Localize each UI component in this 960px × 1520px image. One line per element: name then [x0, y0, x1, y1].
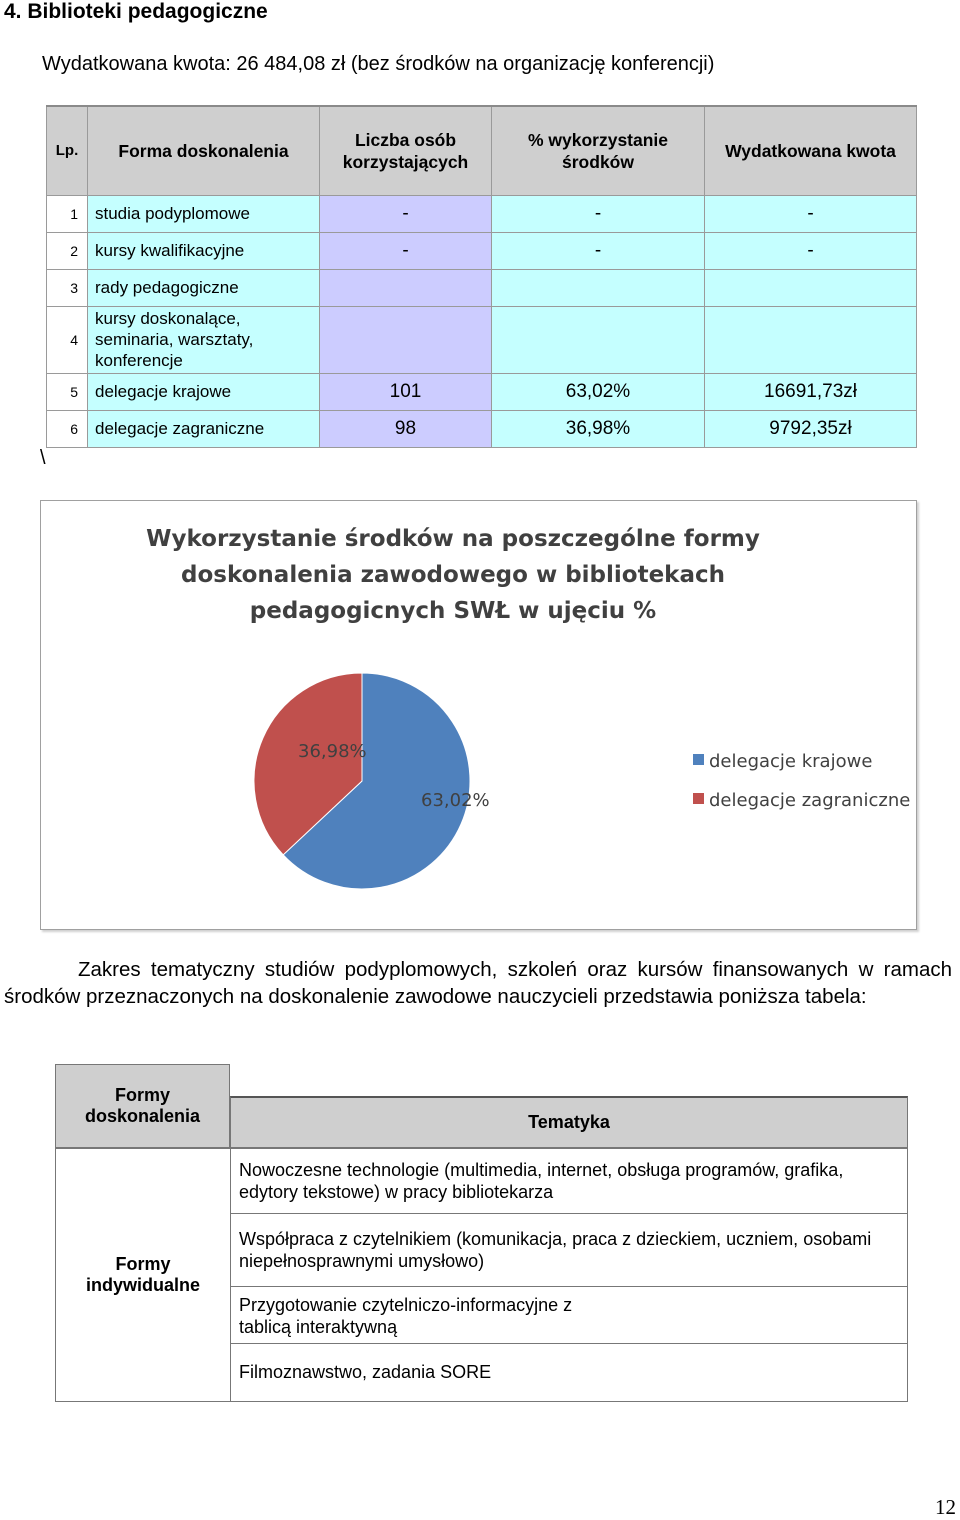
- row-percent: -: [492, 232, 705, 269]
- row-persons: -: [320, 232, 492, 269]
- table-row: [47, 373, 917, 410]
- legend-label-krajowe: delegacje krajowe: [709, 751, 873, 772]
- pie-data-label-krajowe: 63,02%: [421, 790, 490, 811]
- section-heading: 4. Biblioteki pedagogiczne: [4, 0, 268, 23]
- table-row: [47, 195, 917, 232]
- row-persons: [320, 306, 492, 373]
- intro-paragraph: [4, 956, 952, 1010]
- table2-topic-row: Nowoczesne technologie (multimedia, internet, obsługa programów, grafika, edytory tekstowe) w pracy bibliotekarza: [230, 1148, 908, 1214]
- chart-title-line-1: Wykorzystanie środków na poszczególne formy: [146, 526, 760, 552]
- table-row: [47, 306, 917, 373]
- table2-topic-row: Filmoznawstwo, zadania SORE: [230, 1343, 908, 1402]
- row-amount: -: [705, 195, 917, 232]
- chart-title-line-3: pedagogicnych SWŁ w ujęciu %: [249, 598, 657, 624]
- intro-paragraph-text: Zakres tematyczny studiów podyplomowych, szkoleń oraz kursów finansowanych w ramach środków przeznaczonych na doskonalenie zawodowe nauczycieli przedstawia poniższa tabela:: [4, 958, 952, 1008]
- row-amount: -: [705, 232, 917, 269]
- table2-topic-row: Współpraca z czytelnikiem (komunikacja, praca z dzieckiem, uczniem, osobami niepełnosprawnymi umysłowo): [230, 1213, 908, 1287]
- table2-group-label: [55, 1148, 231, 1402]
- row-lp: 4: [47, 306, 88, 373]
- header-lp: Lp.: [47, 106, 88, 195]
- table-row: [47, 232, 917, 269]
- row-form: studia podyplomowe: [88, 195, 320, 232]
- row-lp: 3: [47, 269, 88, 306]
- table2-header-forms: Formy doskonalenia: [55, 1064, 230, 1148]
- training-forms-table: [46, 105, 917, 448]
- legend-swatch-zagraniczne: [693, 793, 704, 804]
- spent-amount-text: Wydatkowana kwota: 26 484,08 zł (bez środków na organizację konferencji): [42, 53, 715, 75]
- row-form: kursy doskonalące, seminaria, warsztaty, konferencje: [88, 306, 320, 373]
- row-lp: 1: [47, 195, 88, 232]
- header-percent: % wykorzystanie środków: [492, 106, 705, 195]
- page-number: 12: [935, 1495, 956, 1519]
- row-lp: 6: [47, 410, 88, 447]
- row-percent: 63,02%: [492, 373, 705, 410]
- row-persons: [320, 269, 492, 306]
- row-percent: 36,98%: [492, 410, 705, 447]
- row-persons: -: [320, 195, 492, 232]
- header-amount: Wydatkowana kwota: [705, 106, 917, 195]
- chart-title-line-2: doskonalenia zawodowego w bibliotekach: [181, 562, 725, 588]
- pie-chart: [41, 501, 916, 929]
- row-persons: 98: [320, 410, 492, 447]
- row-lp: 5: [47, 373, 88, 410]
- table-header-row: [47, 106, 917, 195]
- row-percent: [492, 269, 705, 306]
- row-form: delegacje krajowe: [88, 373, 320, 410]
- row-lp: 2: [47, 232, 88, 269]
- row-amount: 16691,73zł: [705, 373, 917, 410]
- row-amount: [705, 306, 917, 373]
- legend-swatch-krajowe: [693, 754, 704, 765]
- table-row: [47, 269, 917, 306]
- pie-data-label-zagraniczne: 36,98%: [298, 741, 367, 762]
- pie-chart-box: [40, 500, 917, 930]
- group-label-text: Formy indywidualne: [85, 1254, 200, 1295]
- stray-mark: \: [40, 447, 46, 469]
- table2-header-topics: Tematyka: [230, 1096, 908, 1148]
- header-form: Forma doskonalenia: [88, 106, 320, 195]
- legend-label-zagraniczne: delegacje zagraniczne: [709, 790, 911, 811]
- row-form: kursy kwalifikacyjne: [88, 232, 320, 269]
- row-amount: 9792,35zł: [705, 410, 917, 447]
- table2-topic-row: Przygotowanie czytelniczo-informacyjne z tablicą interaktywną: [230, 1286, 908, 1344]
- row-form: rady pedagogiczne: [88, 269, 320, 306]
- table-row: [47, 410, 917, 447]
- row-percent: -: [492, 195, 705, 232]
- row-persons: 101: [320, 373, 492, 410]
- row-amount: [705, 269, 917, 306]
- header-persons: Liczba osób korzystających: [320, 106, 492, 195]
- row-form: delegacje zagraniczne: [88, 410, 320, 447]
- row-percent: [492, 306, 705, 373]
